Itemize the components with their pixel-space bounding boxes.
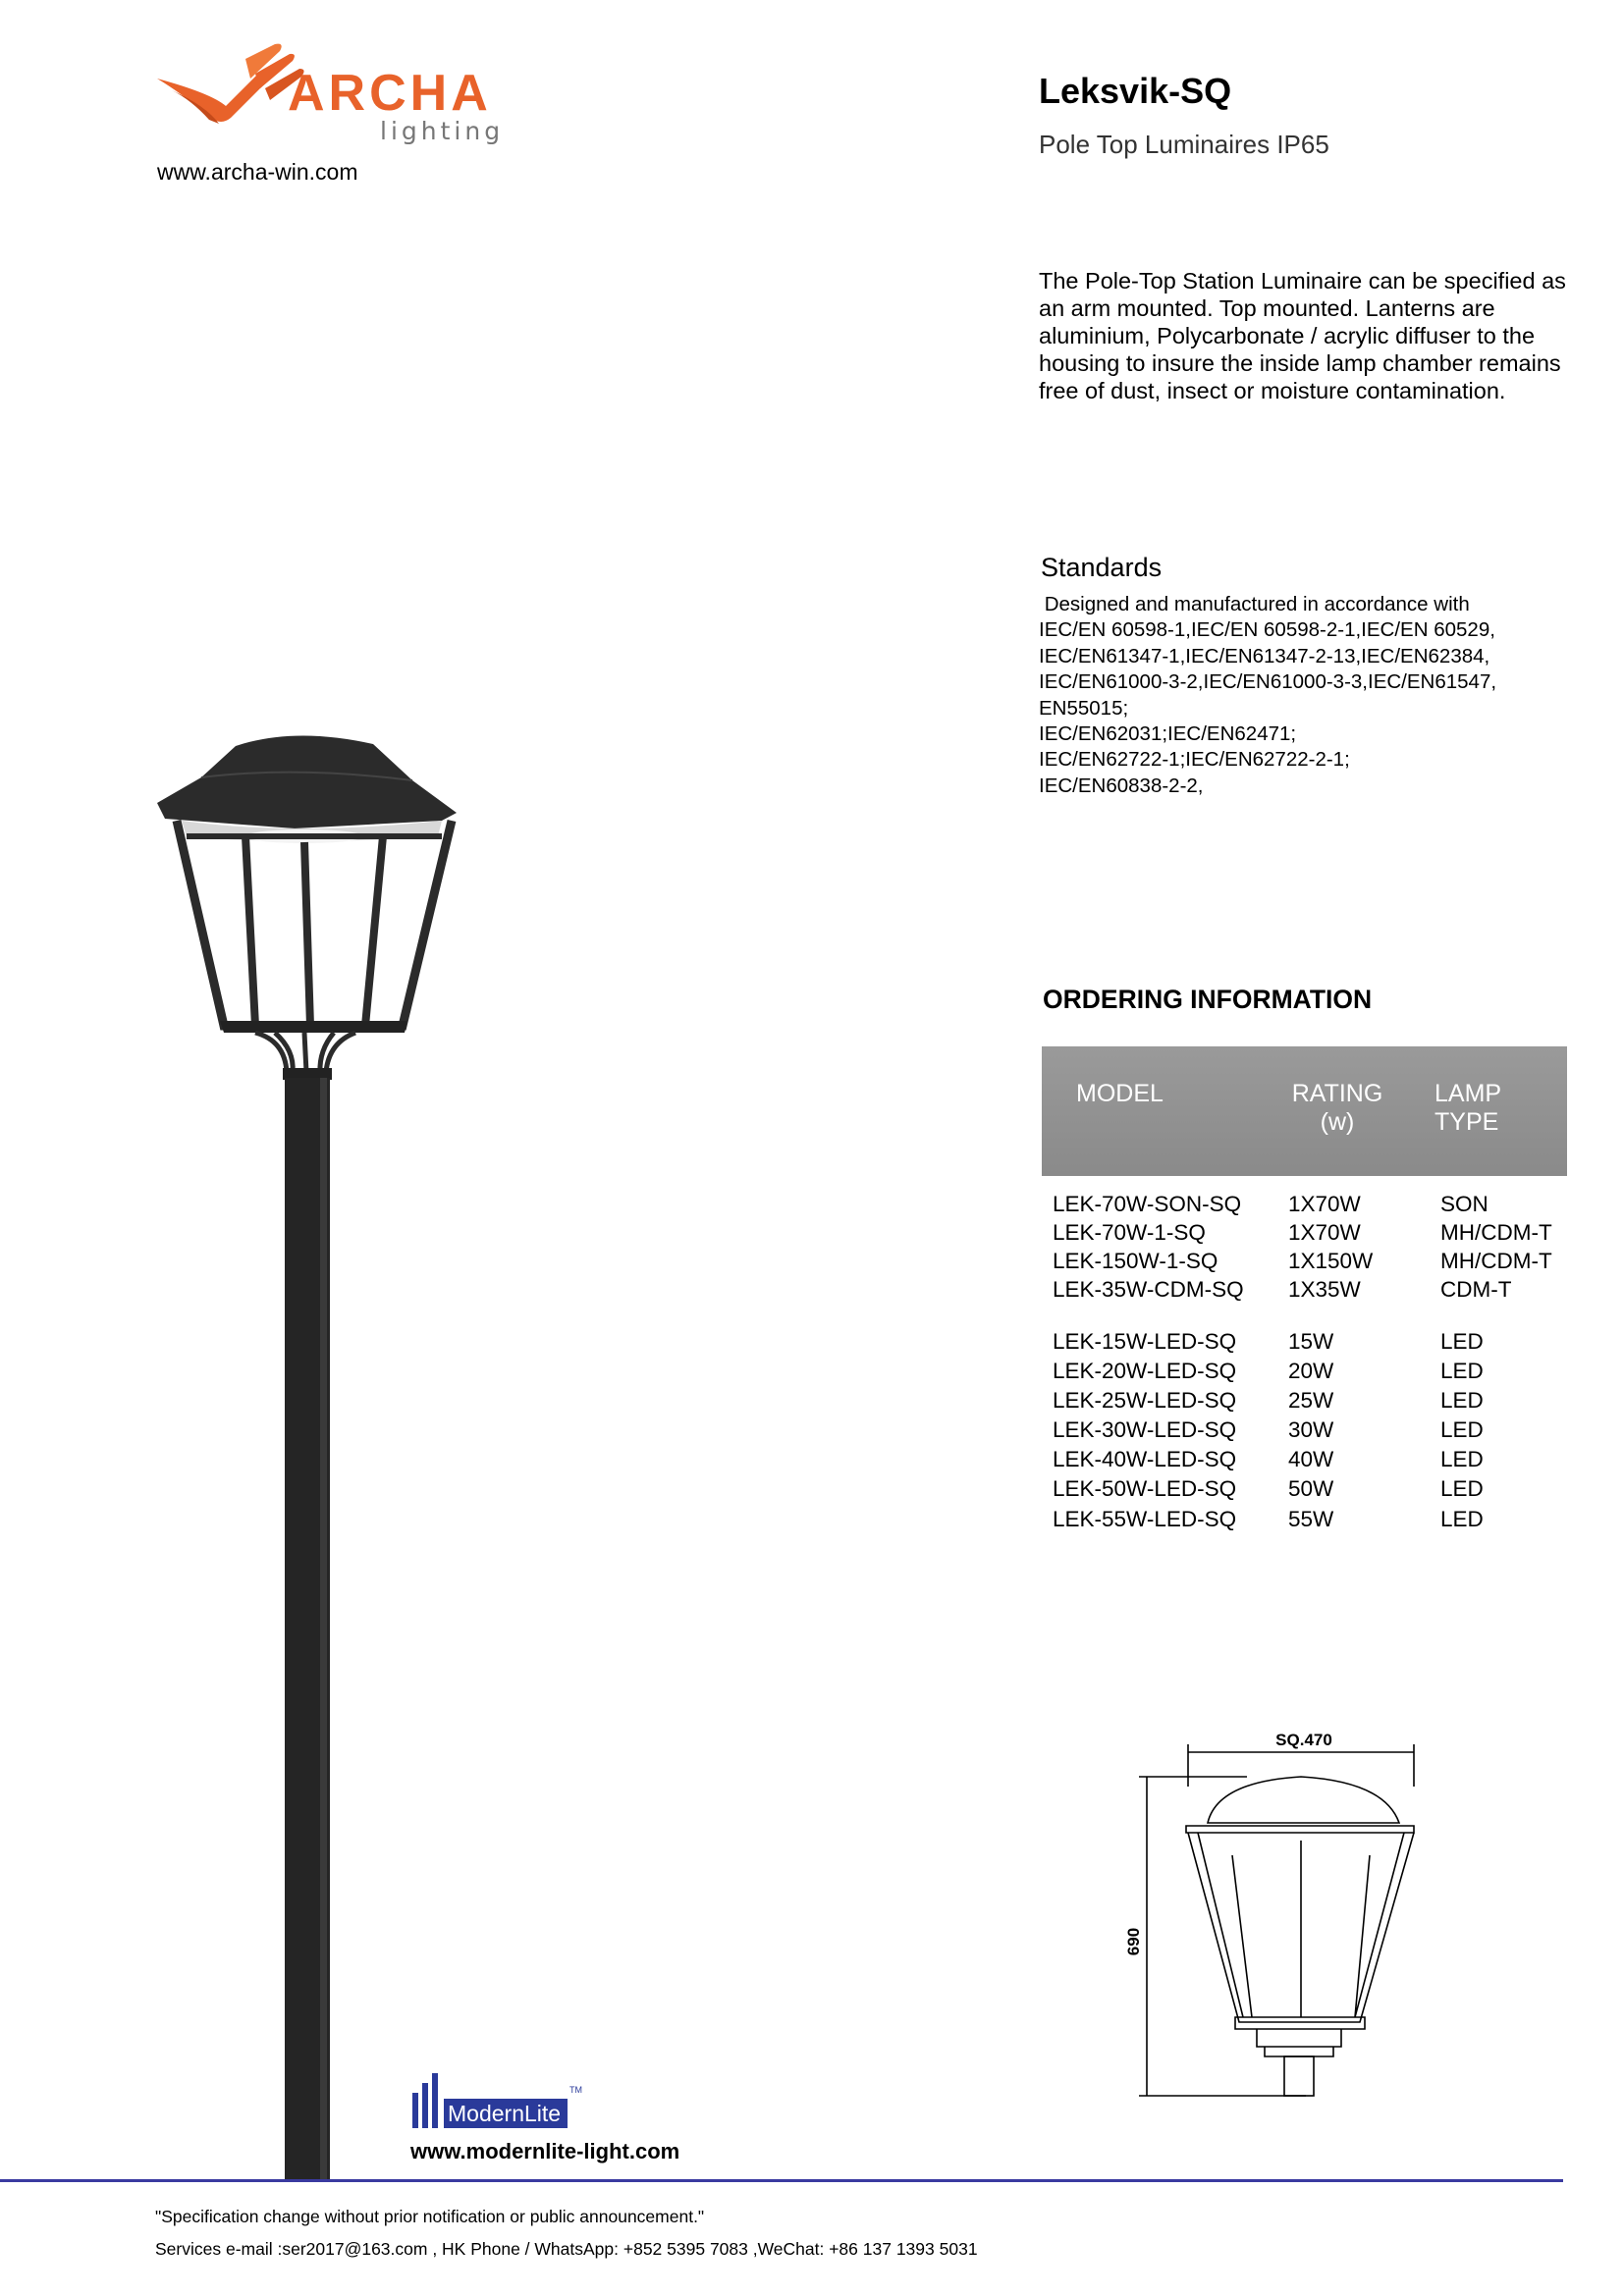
height-label: 690 bbox=[1124, 1927, 1143, 1956]
standards-line: IEC/EN62031;IEC/EN62471; bbox=[1039, 722, 1297, 746]
brand-name: ARCHA bbox=[288, 65, 492, 122]
cell-lamp-type: CDM-T bbox=[1440, 1277, 1512, 1302]
partner-url[interactable]: www.modernlite-light.com bbox=[410, 2139, 680, 2163]
brand-tagline: lighting bbox=[380, 117, 505, 145]
table-row bbox=[1053, 1277, 1563, 1307]
table-row bbox=[1053, 1417, 1563, 1447]
cell-rating: 40W bbox=[1288, 1447, 1334, 1471]
cell-model: LEK-70W-SON-SQ bbox=[1053, 1192, 1242, 1216]
cell-rating: 1X35W bbox=[1288, 1277, 1361, 1302]
table-row bbox=[1053, 1359, 1563, 1388]
partner-name: ModernLite bbox=[448, 2101, 562, 2126]
column-header-rating-line2: (w) bbox=[1320, 1108, 1355, 1136]
product-photo bbox=[147, 726, 481, 2179]
cell-model: LEK-35W-CDM-SQ bbox=[1053, 1277, 1244, 1302]
product-subtitle: Pole Top Luminaires IP65 bbox=[1039, 130, 1329, 159]
standards-line: EN55015; bbox=[1039, 696, 1129, 720]
brand-url[interactable]: www.archa-win.com bbox=[157, 159, 358, 185]
cell-rating: 30W bbox=[1288, 1417, 1334, 1442]
cell-lamp-type: LED bbox=[1440, 1447, 1484, 1471]
trademark: TM bbox=[569, 2085, 582, 2095]
ordering-heading: ORDERING INFORMATION bbox=[1043, 985, 1373, 1014]
cell-model: LEK-15W-LED-SQ bbox=[1053, 1329, 1237, 1354]
table-row bbox=[1053, 1476, 1563, 1506]
column-header-lamp-type bbox=[1435, 1080, 1501, 1137]
cell-rating: 1X70W bbox=[1288, 1192, 1361, 1216]
product-title: Leksvik-SQ bbox=[1039, 71, 1232, 111]
footer-contact: Services e-mail :ser2017@163.com , HK Phone / WhatsApp: +852 5395 7083 ,WeChat: +86 137 1393 5031 bbox=[155, 2239, 978, 2259]
cell-rating: 50W bbox=[1288, 1476, 1334, 1501]
cell-rating: 20W bbox=[1288, 1359, 1334, 1383]
partner-logo bbox=[412, 2071, 609, 2132]
cell-lamp-type: LED bbox=[1440, 1476, 1484, 1501]
cell-model: LEK-25W-LED-SQ bbox=[1053, 1388, 1237, 1413]
cell-model: LEK-150W-1-SQ bbox=[1053, 1249, 1218, 1273]
table-row bbox=[1053, 1192, 1563, 1221]
cell-rating: 1X70W bbox=[1288, 1220, 1361, 1245]
column-header-lamp-line2: TYPE bbox=[1435, 1108, 1499, 1136]
footer-disclaimer: "Specification change without prior notification or public announcement." bbox=[155, 2207, 705, 2226]
cell-model: LEK-50W-LED-SQ bbox=[1053, 1476, 1237, 1501]
product-description: The Pole-Top Station Luminaire can be specified as an arm mounted. Top mounted. Lanterns are aluminium, Polycarbonate / acrylic diffuser to the housing to insure the inside lamp chamber remains free of dust, insect or moisture contamination. bbox=[1039, 268, 1566, 403]
cell-lamp-type: LED bbox=[1440, 1417, 1484, 1442]
table-row bbox=[1053, 1507, 1563, 1536]
cell-rating: 15W bbox=[1288, 1329, 1334, 1354]
table-row bbox=[1053, 1249, 1563, 1278]
ordering-table-header bbox=[1042, 1046, 1567, 1176]
cell-lamp-type: LED bbox=[1440, 1359, 1484, 1383]
table-row bbox=[1053, 1447, 1563, 1476]
cell-rating: 55W bbox=[1288, 1507, 1334, 1531]
standards-line: IEC/EN61347-1,IEC/EN61347-2-13,IEC/EN62384, bbox=[1039, 644, 1490, 667]
column-header-rating bbox=[1283, 1080, 1391, 1137]
cell-lamp-type: LED bbox=[1440, 1329, 1484, 1354]
cell-lamp-type: MH/CDM-T bbox=[1440, 1220, 1552, 1245]
column-header-model: MODEL bbox=[1076, 1080, 1164, 1107]
modernlite-mark-icon bbox=[412, 2073, 438, 2128]
table-row bbox=[1053, 1388, 1563, 1417]
cell-model: LEK-40W-LED-SQ bbox=[1053, 1447, 1237, 1471]
standards-line: IEC/EN 60598-1,IEC/EN 60598-2-1,IEC/EN 60529, bbox=[1039, 618, 1495, 642]
cell-model: LEK-55W-LED-SQ bbox=[1053, 1507, 1237, 1531]
standards-heading: Standards bbox=[1041, 553, 1163, 582]
cell-lamp-type: MH/CDM-T bbox=[1440, 1249, 1552, 1273]
column-header-rating-line1: RATING bbox=[1291, 1080, 1383, 1107]
table-row bbox=[1053, 1220, 1563, 1250]
cell-model: LEK-30W-LED-SQ bbox=[1053, 1417, 1237, 1442]
standards-line: IEC/EN61000-3-2,IEC/EN61000-3-3,IEC/EN61547, bbox=[1039, 670, 1497, 694]
table-row bbox=[1053, 1329, 1563, 1359]
cell-lamp-type: LED bbox=[1440, 1507, 1484, 1531]
cell-lamp-type: LED bbox=[1440, 1388, 1484, 1413]
column-header-lamp-line1: LAMP bbox=[1435, 1080, 1502, 1107]
dimension-drawing bbox=[1119, 1723, 1443, 2115]
cell-model: LEK-20W-LED-SQ bbox=[1053, 1359, 1237, 1383]
cell-lamp-type: SON bbox=[1440, 1192, 1489, 1216]
standards-body bbox=[1039, 592, 1589, 799]
width-label: SQ.470 bbox=[1275, 1731, 1332, 1749]
standards-line: IEC/EN60838-2-2, bbox=[1039, 774, 1204, 797]
footer-divider bbox=[0, 2179, 1563, 2182]
standards-line: IEC/EN62722-1;IEC/EN62722-2-1; bbox=[1039, 748, 1350, 772]
cell-rating: 1X150W bbox=[1288, 1249, 1374, 1273]
brand-swoosh-icon bbox=[157, 44, 304, 124]
cell-model: LEK-70W-1-SQ bbox=[1053, 1220, 1206, 1245]
cell-rating: 25W bbox=[1288, 1388, 1334, 1413]
standards-line: Designed and manufactured in accordance with bbox=[1039, 593, 1470, 615]
brand-logo bbox=[152, 39, 525, 152]
